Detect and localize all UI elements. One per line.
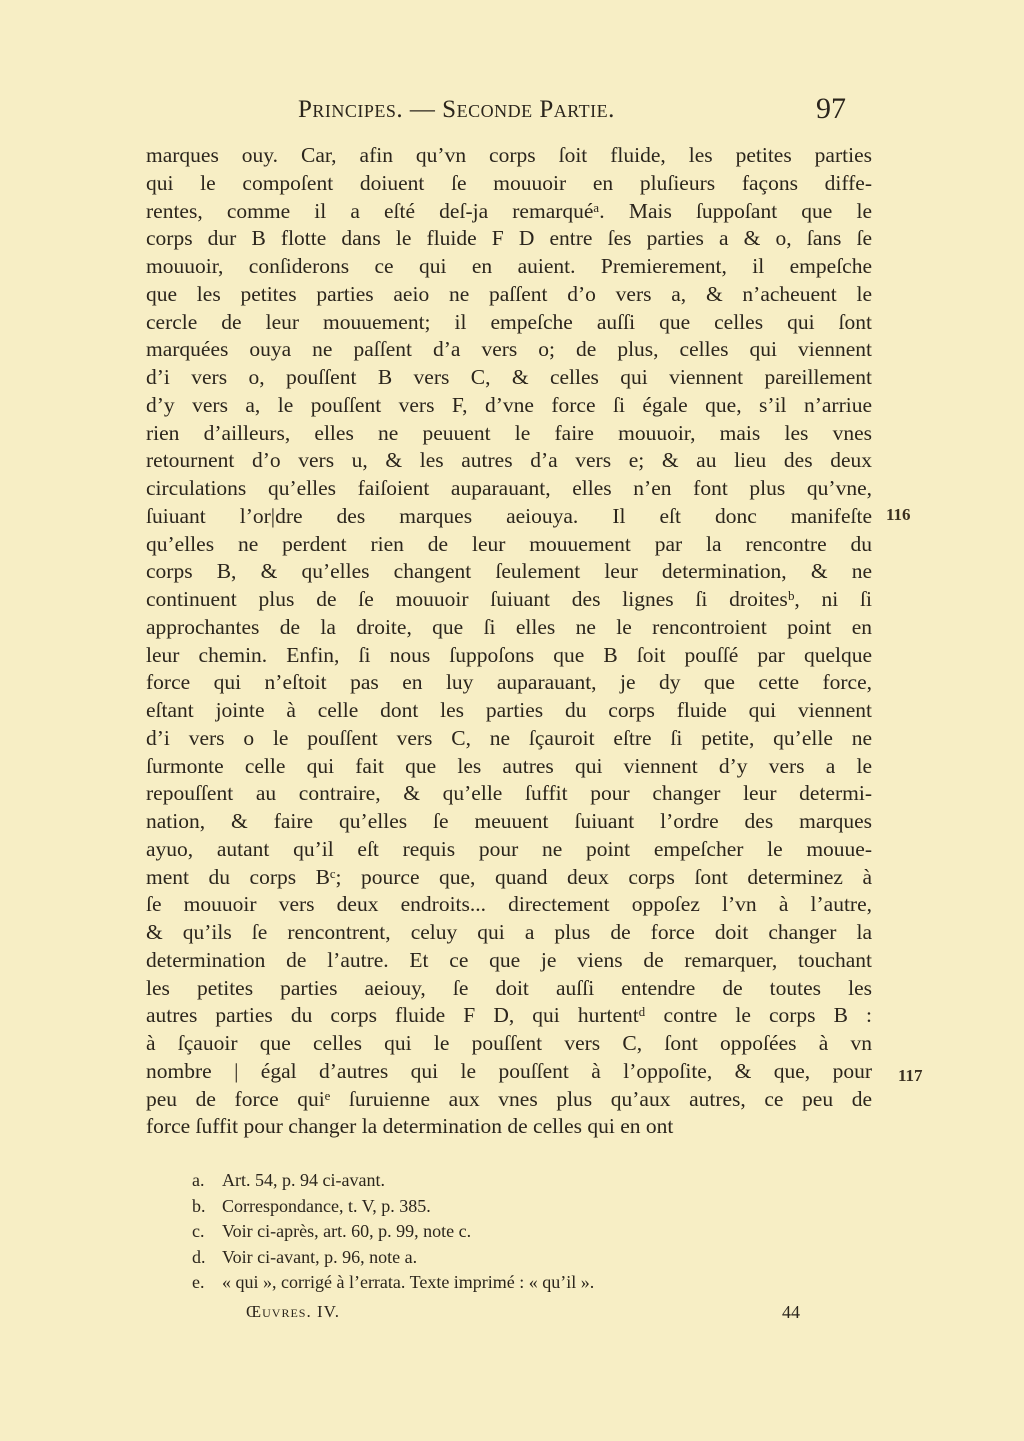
margin-note-117: 117 [898, 1066, 923, 1085]
text-line: corps dur B flotte dans le fluide F D entre ſes parties a & o, ſans ſe [146, 226, 872, 251]
text-line: circulations qu’elles faiſoient auparauant, elles n’en font plus qu’vne, [146, 476, 872, 500]
text-line: marques ouy. Car, afin qu’vn corps ſoit fluide, les petites parties [146, 143, 872, 167]
text-line: à ſçauoir que celles qui le pouſſent vers C, ſont oppoſées à vn [146, 1031, 872, 1055]
body-text [146, 142, 872, 1141]
text-line: ſe mouuoir vers deux endroits... directement oppoſez l’vn à l’autre, [146, 892, 872, 917]
text-line: d’i vers o le pouſſent vers C, ne ſçauroit eſtre ſi petite, qu’elle ne [146, 725, 872, 750]
text-line: ſurmonte celle qui fait que les autres qui viennent d’y vers a le [146, 753, 872, 778]
text-line: & qu’ils ſe rencontrent, celuy qui a plus de force doit changer la [146, 920, 872, 944]
text-line: corps B, & qu’elles changent ſeulement leur determination, & ne [146, 559, 872, 584]
text-line: ment du corps Bᶜ; pource que, quand deux corps ſont determinez à [146, 864, 872, 889]
text-line: marquées ouya ne paſſent d’a vers o; de plus, celles qui viennent [146, 337, 872, 362]
text-line: eſtant jointe à celle dont les parties du corps fluide qui viennent [146, 698, 872, 722]
text-line: d’i vers o, pouſſent B vers C, & celles qui viennent pareillement [146, 365, 872, 389]
footnote-mark: b. [192, 1195, 206, 1216]
text-line: mouuoir, conſiderons ce qui en auient. Premierement, il empeſche [146, 254, 872, 278]
text-line: cercle de leur mouuement; il empeſche auſſi que celles qui ſont [146, 309, 872, 334]
page-number: 97 [816, 92, 846, 125]
text-line: qu’elles ne perdent rien de leur mouuement par la rencontre du [146, 531, 872, 556]
text-line: autres parties du corps fluide F D, qui hurtentᵈ contre le corps B : [146, 1003, 872, 1028]
footnote-text: Correspondance, t. V, p. 385. [222, 1195, 431, 1216]
text-line: ayuo, autant qu’il eſt requis pour ne point empeſcher le mouue- [146, 836, 872, 861]
footnotes [192, 1168, 752, 1296]
signature-mark: Œuvres. IV. [246, 1302, 340, 1321]
text-line: nation, & faire qu’elles ſe meuuent ſuiuant l’ordre des marques [146, 809, 872, 833]
text-line: rien d’ailleurs, elles ne peuuent le faire mouuoir, mais les vnes [146, 420, 872, 445]
footnote-mark: e. [192, 1272, 205, 1292]
text-line: peu de force quiᵉ ſuruienne aux vnes plus qu’aux autres, ce peu de [146, 1086, 872, 1111]
text-line: leur chemin. Enfin, ſi nous ſuppoſons que B ſoit pouſſé par quelque [146, 642, 872, 667]
text-line: retournent d’o vers u, & les autres d’a vers e; & au lieu des deux [146, 448, 872, 473]
footnote [192, 1219, 752, 1245]
text-line: approchantes de la droite, que ſi elles ne le rencontroient point en [146, 614, 872, 639]
footnote-text: Art. 54, p. 94 ci-avant. [222, 1170, 385, 1190]
footnote-text: « qui », corrigé à l’errata. Texte imprimé : « qu’il ». [222, 1272, 595, 1292]
sheet-number: 44 [782, 1302, 800, 1322]
footnote-mark: c. [192, 1221, 205, 1241]
text-line: nombre | égal d’autres qui le pouſſent à l’oppoſite, & que, pour [146, 1058, 872, 1083]
text-line: rentes, comme il a eſté deſ-ja remarquéᵃ. Mais ſuppoſant que le [146, 198, 872, 223]
text-line: d’y vers a, le pouſſent vers F, d’vne force ſi égale que, s’il n’arriue [146, 392, 872, 417]
text-line: qui le compoſent doiuent ſe mouuoir en pluſieurs façons diffe- [146, 170, 872, 195]
text-line: les petites parties aeiouy, ſe doit auſſi entendre de toutes les [146, 975, 872, 1000]
footnote-mark: d. [192, 1246, 206, 1267]
footnote [192, 1270, 752, 1296]
text-line: repouſſent au contraire, & qu’elle ſuffit pour changer leur determi- [146, 781, 872, 806]
footnote-text: Voir ci-avant, p. 96, note a. [222, 1246, 418, 1267]
page-header [298, 92, 846, 132]
footnote [192, 1168, 752, 1194]
footnote-mark: a. [192, 1170, 205, 1190]
footnote-text: Voir ci-après, art. 60, p. 99, note c. [222, 1221, 472, 1241]
text-line: que les petites parties aeio ne paſſent d’o vers a, & n’acheuent le [146, 281, 872, 306]
margin-note-116: 116 [886, 505, 911, 524]
footnote [192, 1194, 752, 1220]
text-line: determination de l’autre. Et ce que je viens de remarquer, touchant [146, 947, 872, 972]
text-line: continuent plus de ſe mouuoir ſuiuant des lignes ſi droitesᵇ, ni ſi [146, 587, 872, 611]
text-line: ſuiuant l’or|dre des marques aeiouya. Il eſt donc manifeſte [146, 503, 872, 528]
text-line: force qui n’eſtoit pas en luy auparauant, je dy que cette force, [146, 670, 872, 695]
text-line: force ſuffit pour changer la determination de celles qui en ont [146, 1114, 674, 1139]
running-head: Principes. — Seconde Partie. [298, 96, 615, 123]
footnote [192, 1245, 752, 1271]
